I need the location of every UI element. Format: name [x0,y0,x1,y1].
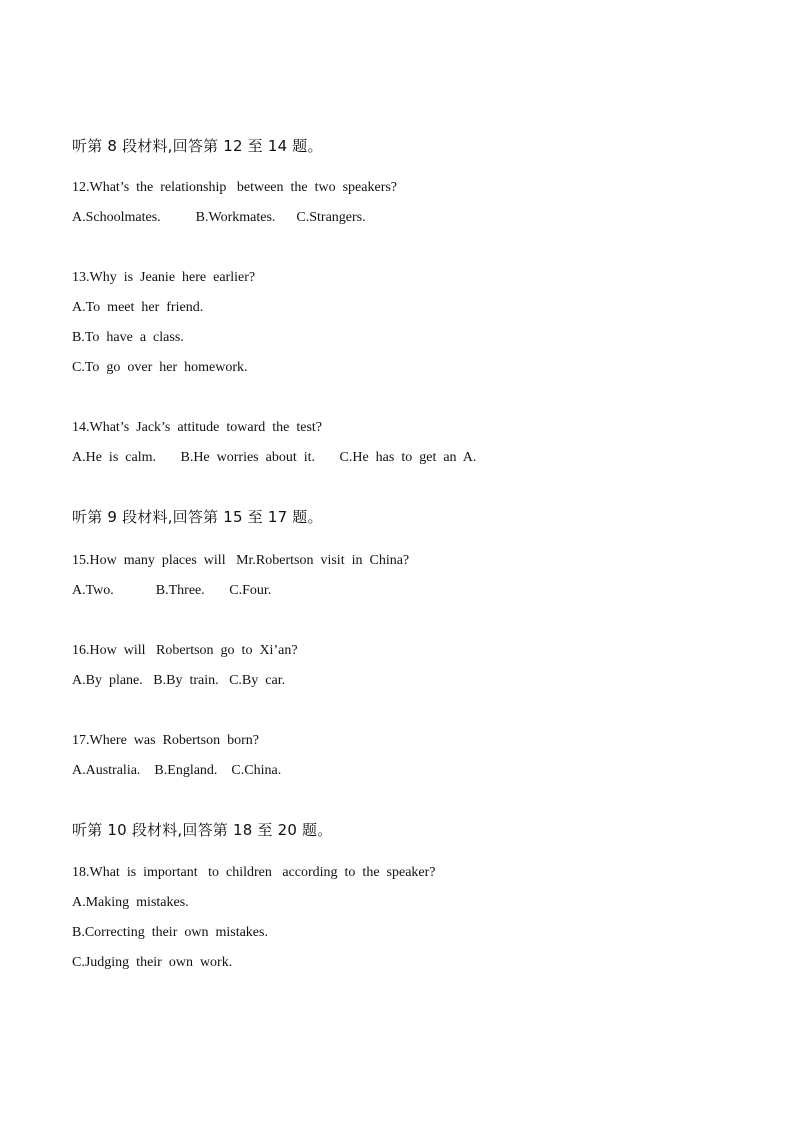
question-options: A.By plane. B.By train. C.By car. [72,673,286,688]
question-stem: 17.Where was Robertson born? [72,733,260,748]
question-stem: 12.What’s the relationship between the two speakers? [72,180,398,195]
question-stem: 14.What’s Jack’s attitude toward the test? [72,420,322,435]
section-heading: 听第 10 段材料,回答第 18 至 20 题。 [72,821,333,839]
question-option: A.To meet her friend. [72,300,204,315]
question-stem: 16.How will Robertson go to Xi’an? [72,643,298,658]
question-option: A.Making mistakes. [72,895,189,910]
question-options: A.Australia. B.England. C.China. [72,763,282,778]
question-option: B.Correcting their own mistakes. [72,925,268,940]
question-options: A.Schoolmates. B.Workmates. C.Strangers. [72,210,366,225]
section-heading: 听第 9 段材料,回答第 15 至 17 题。 [72,508,323,526]
question-stem: 18.What is important to children according to the speaker? [72,865,436,880]
question-stem: 13.Why is Jeanie here earlier? [72,270,256,285]
question-options: A.He is calm. B.He worries about it. C.He has to get an A. [72,450,477,465]
question-option: B.To have a class. [72,330,184,345]
section-heading: 听第 8 段材料,回答第 12 至 14 题。 [72,137,323,155]
question-stem: 15.How many places will Mr.Robertson visit in China? [72,553,410,568]
question-options: A.Two. B.Three. C.Four. [72,583,272,598]
question-option: C.To go over her homework. [72,360,248,375]
question-option: C.Judging their own work. [72,955,233,970]
